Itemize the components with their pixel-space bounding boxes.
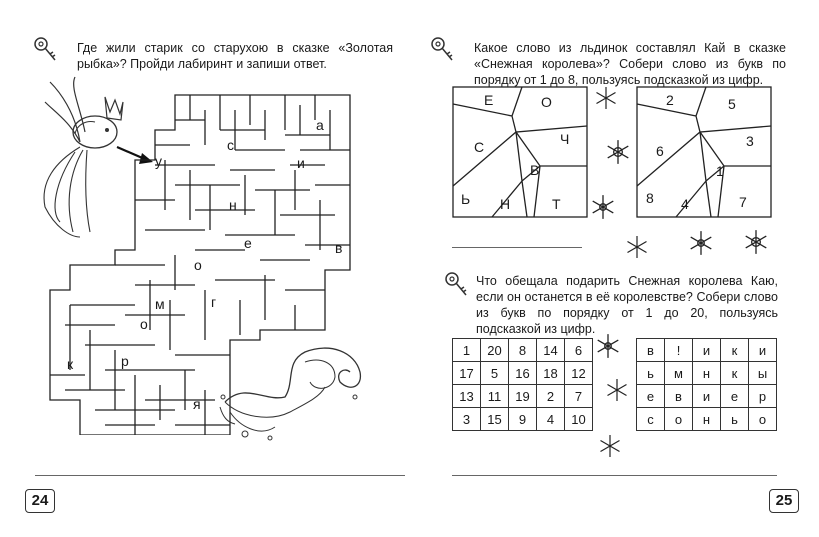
table-row [637, 385, 777, 408]
grid-cell: ь [721, 408, 749, 431]
grid-cell: к [721, 339, 749, 362]
grid-cell: 17 [453, 362, 481, 385]
ice-number: 5 [728, 96, 736, 112]
grid-cell: 9 [509, 408, 537, 431]
grid-cell: 20 [481, 339, 509, 362]
grid-cell: о [749, 408, 777, 431]
table-row [453, 362, 593, 385]
maze-letter: м [155, 296, 165, 312]
key-icon [430, 35, 456, 65]
grid-cell: 11 [481, 385, 509, 408]
grid-cell: 8 [509, 339, 537, 362]
ice-letter: Ь [461, 191, 471, 207]
snowflake-icon [598, 434, 622, 458]
ice-letter: Т [552, 196, 561, 212]
wave-illustration [215, 342, 365, 442]
number-grid [452, 338, 593, 431]
answer-line [452, 247, 582, 248]
table-row [637, 408, 777, 431]
snowflake-icon [688, 230, 714, 256]
ice-letter: С [474, 139, 485, 155]
grid-cell: 10 [565, 408, 593, 431]
grid-cell: ь [637, 362, 665, 385]
letter-grid [636, 338, 777, 431]
maze-letter: в [335, 240, 343, 256]
grid-cell: 1 [453, 339, 481, 362]
grid-cell: м [665, 362, 693, 385]
right-page [410, 0, 819, 537]
key-icon [33, 35, 59, 65]
grid-cell: е [637, 385, 665, 408]
page-number: 24 [25, 489, 55, 513]
table-row [453, 408, 593, 431]
ice-number: 6 [656, 143, 664, 159]
snowflake-icon [594, 86, 618, 110]
table-row [637, 339, 777, 362]
grid-cell: 13 [453, 385, 481, 408]
ice-question: Какое слово из льдинок составлял Кай в сказке «Снежная королева»? Собери слово из букв по порядку от 1 до 8, пользуясь подсказкой из цифр. [474, 41, 786, 87]
grid-cell: р [749, 385, 777, 408]
ice-letter-square [452, 86, 588, 218]
ice-letter: Е [484, 92, 494, 108]
grid-cell: и [693, 339, 721, 362]
grid-cell: 6 [565, 339, 593, 362]
grid-cell: н [693, 362, 721, 385]
table-row [453, 385, 593, 408]
grid-cell: и [693, 385, 721, 408]
grid-cell: ы [749, 362, 777, 385]
snowflake-icon [605, 378, 629, 402]
maze-letter: у [155, 153, 162, 169]
snowflake-icon [595, 333, 621, 359]
maze-letter: г [211, 294, 217, 310]
grid-cell: 15 [481, 408, 509, 431]
maze-letter: с [227, 137, 234, 153]
grid-cell: 5 [481, 362, 509, 385]
key-icon [444, 270, 470, 300]
snowflake-icon [605, 139, 631, 165]
answer-line [452, 475, 777, 476]
maze-letter: н [229, 197, 237, 213]
grid-cell: с [637, 408, 665, 431]
maze-letter: о [140, 316, 148, 332]
grid-cell: 12 [565, 362, 593, 385]
ice-number: 7 [739, 194, 747, 210]
ice-letter: Н [500, 196, 511, 212]
grid-cell: и [749, 339, 777, 362]
maze-letter: к [67, 356, 74, 372]
maze-letter: р [121, 353, 129, 369]
grid-cell: е [721, 385, 749, 408]
maze-question: Где жили старик со старухою в сказке «Золотая рыбка»? Пройди лабиринт и запиши ответ. [77, 41, 393, 71]
maze-letter: и [297, 155, 305, 171]
ice-number: 1 [716, 163, 724, 179]
page-number: 25 [769, 489, 799, 513]
table-row [453, 339, 593, 362]
maze-letter: о [194, 257, 202, 273]
grid-cell: ! [665, 339, 693, 362]
grid-cell: 3 [453, 408, 481, 431]
grid-cell: к [721, 362, 749, 385]
maze-letter: е [244, 235, 252, 251]
grid-cell: 16 [509, 362, 537, 385]
ice-number: 4 [681, 196, 689, 212]
snowflake-icon [590, 194, 616, 220]
maze-letter: я [193, 396, 201, 412]
ice-number: 2 [666, 92, 674, 108]
snowflake-icon [743, 229, 769, 255]
gift-question: Что обещала подарить Снежная королева Каю, если он останется в её королевстве? Собери слово из букв по порядку от 1 до 20, пользуясь подсказкой из цифр. [476, 274, 778, 336]
grid-cell: н [693, 408, 721, 431]
answer-line [35, 475, 405, 476]
ice-letter: О [541, 94, 552, 110]
ice-number: 8 [646, 190, 654, 206]
grid-cell: 7 [565, 385, 593, 408]
grid-cell: 18 [537, 362, 565, 385]
grid-cell: 4 [537, 408, 565, 431]
maze-letter: а [316, 117, 324, 133]
ice-letter: В [530, 162, 540, 178]
grid-cell: 19 [509, 385, 537, 408]
ice-number: 3 [746, 133, 754, 149]
ice-letter: Ч [560, 131, 570, 147]
table-row [637, 362, 777, 385]
grid-cell: 14 [537, 339, 565, 362]
grid-cell: в [665, 385, 693, 408]
grid-cell: о [665, 408, 693, 431]
grid-cell: в [637, 339, 665, 362]
grid-cell: 2 [537, 385, 565, 408]
snowflake-icon [625, 235, 649, 259]
